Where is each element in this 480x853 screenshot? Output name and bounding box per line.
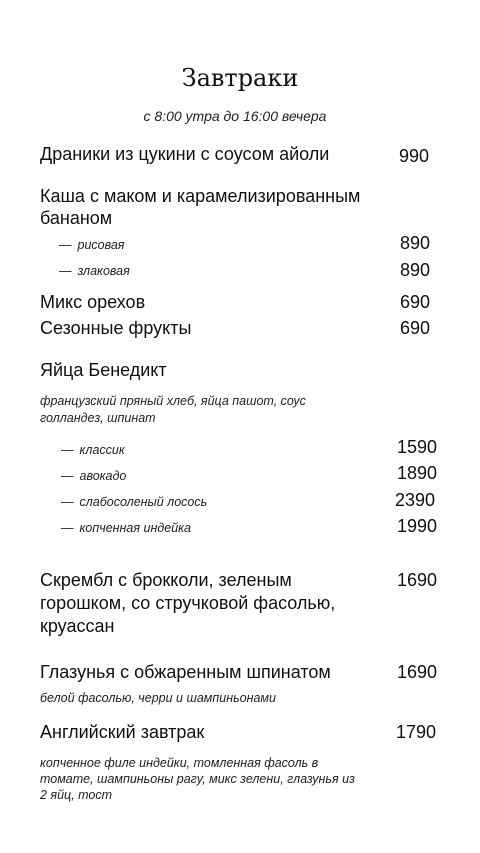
english-desc-line2: томате, шампиньоны рагу, микс зелени, глазунья из bbox=[40, 772, 355, 786]
benedict-option bbox=[61, 520, 191, 536]
item-scramble-name-line1: Скрембл с брокколи, зеленым bbox=[40, 570, 292, 590]
dash-mark: — bbox=[59, 238, 72, 252]
benedict-option bbox=[61, 494, 207, 510]
benedict-option-price: 1990 bbox=[397, 516, 438, 536]
menu-hours: с 8:00 утра до 16:00 вечера bbox=[143, 108, 327, 124]
item-nuts-price: 690 bbox=[400, 292, 431, 312]
item-draniki-price: 990 bbox=[399, 146, 430, 166]
dash-mark: — bbox=[61, 443, 74, 457]
item-nuts-name: Микс орехов bbox=[40, 292, 146, 312]
item-fruits-price: 690 bbox=[400, 318, 431, 338]
option-name: рисовая bbox=[77, 238, 125, 252]
dash-mark: — bbox=[61, 495, 74, 509]
option-name: слабосоленый лосось bbox=[79, 495, 208, 509]
glazunya-desc: белой фасолью, черри и шампиньонами bbox=[40, 691, 276, 705]
item-glazunya-name: Глазунья с обжаренным шпинатом bbox=[40, 662, 331, 682]
dash-mark: — bbox=[61, 469, 74, 483]
item-scramble-name-line3: круассан bbox=[40, 616, 115, 636]
dash-mark: — bbox=[61, 521, 74, 535]
option-name: авокадо bbox=[79, 469, 127, 483]
item-scramble-name-line2: горошком, со стручковой фасолью, bbox=[40, 593, 336, 613]
option-name: злаковая bbox=[77, 264, 130, 278]
menu-title: Завтраки bbox=[181, 64, 299, 92]
dash-mark: — bbox=[59, 264, 72, 278]
kasha-option bbox=[59, 237, 125, 253]
item-benedict-name: Яйца Бенедикт bbox=[40, 360, 167, 380]
benedict-desc-line1: французский пряный хлеб, яйца пашот, соус bbox=[40, 394, 306, 408]
kasha-option-price: 890 bbox=[400, 233, 431, 253]
benedict-desc-line2: голландез, шпинат bbox=[40, 411, 156, 425]
kasha-option-price: 890 bbox=[400, 260, 431, 280]
benedict-option-price: 2390 bbox=[395, 490, 436, 510]
benedict-option bbox=[61, 468, 126, 484]
benedict-option bbox=[61, 442, 125, 458]
item-kasha-name-line2: бананом bbox=[40, 208, 113, 228]
item-scramble-price: 1690 bbox=[397, 570, 438, 590]
benedict-option-price: 1890 bbox=[397, 463, 438, 483]
option-name: классик bbox=[79, 443, 125, 457]
item-fruits-name: Сезонные фрукты bbox=[40, 318, 192, 338]
item-draniki-name: Драники из цукини с соусом айоли bbox=[40, 144, 330, 164]
kasha-option bbox=[59, 263, 130, 279]
english-desc-line3: 2 яйц, тост bbox=[40, 788, 113, 802]
item-kasha-name-line1: Каша с маком и карамелизированным bbox=[40, 186, 361, 206]
english-desc-line1: копченное филе индейки, томленная фасоль в bbox=[40, 756, 319, 770]
item-glazunya-price: 1690 bbox=[397, 662, 438, 682]
item-english-price: 1790 bbox=[396, 722, 437, 742]
benedict-option-price: 1590 bbox=[397, 437, 438, 457]
item-english-name: Английский завтрак bbox=[40, 722, 205, 742]
option-name: копченная индейка bbox=[79, 521, 192, 535]
